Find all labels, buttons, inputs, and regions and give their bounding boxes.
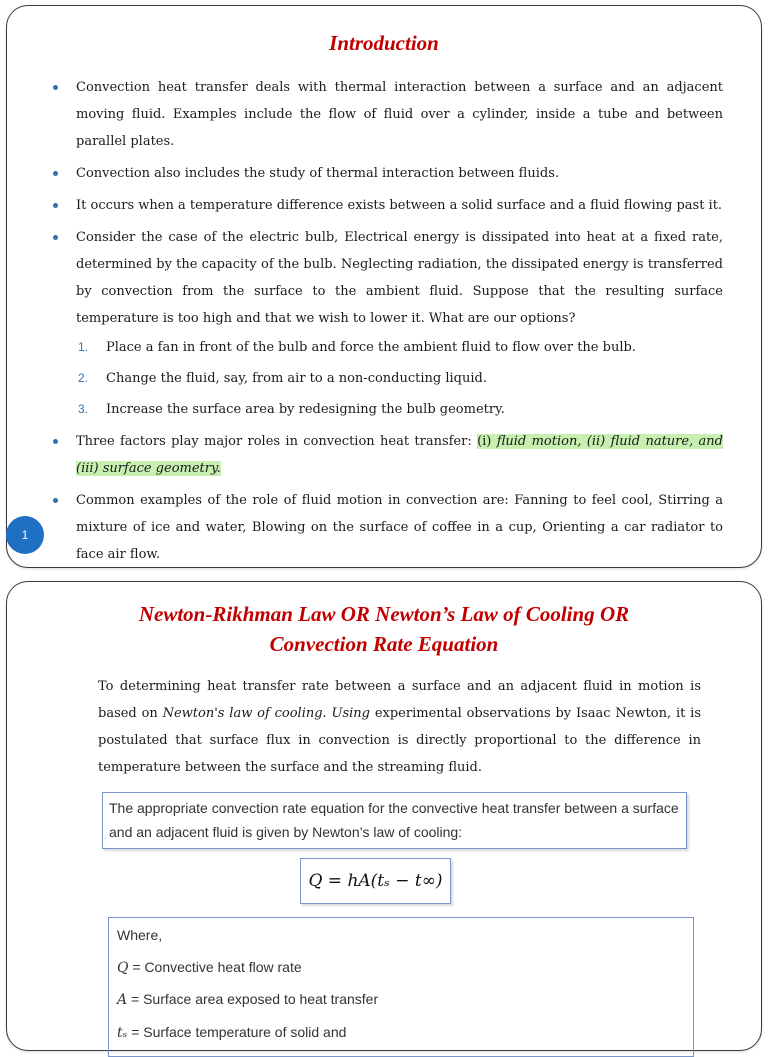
option-text: Change the fluid, say, from air to a non-conducting liquid. xyxy=(106,371,487,386)
intro-paragraph xyxy=(98,673,701,781)
slide-newton-law xyxy=(6,581,762,1051)
title-line-2: Convection Rate Equation xyxy=(269,632,499,656)
definition-row xyxy=(117,984,685,1017)
def-symbol: A xyxy=(117,992,128,1008)
rate-equation-note: The appropriate convection rate equation for the convective heat transfer between a surface and an adjacent fluid is given by Newton’s law of cooling: xyxy=(102,792,687,849)
options-list xyxy=(78,334,723,423)
factors-highlight-plain: (i) xyxy=(477,434,497,449)
definition-row xyxy=(117,952,685,985)
where-label: Where, xyxy=(117,927,163,943)
definition-row xyxy=(117,1017,685,1050)
bullet-list xyxy=(49,74,723,568)
para-text: experimental observations by Isaac Newton, it is postulated that surface flux in convection is directly proportional to the difference in temperature between the surface and the streaming fluid. xyxy=(98,706,701,775)
bullet-item: It occurs when a temperature difference exists between a solid surface and a fluid flowing past it. xyxy=(49,192,723,219)
title-line-1: Newton-Rikhman Law OR Newton’s Law of Cooling OR xyxy=(138,602,630,626)
def-text: = Surface area exposed to heat transfer xyxy=(131,991,379,1007)
para-italic: Newton's law of cooling. Using xyxy=(162,706,370,721)
slide-title: Introduction xyxy=(329,31,439,55)
bullet-item: Convection also includes the study of thermal interaction between fluids. xyxy=(49,160,723,187)
option-number: 2. xyxy=(78,371,89,385)
option-item xyxy=(78,396,723,423)
option-item xyxy=(78,334,723,361)
slide-introduction xyxy=(6,5,762,568)
para-text: To determining heat transfer rate between a surface and an adjacent fluid in motion is based on xyxy=(98,679,701,721)
def-symbol: tₛ xyxy=(117,1024,128,1041)
bullet-text: Consider the case of the electric bulb, Electrical energy is dissipated into heat at a fixed rate, determined by the capacity of the bulb. Neglecting radiation, the dissipated energy is transferred by convection from the surface to the ambient fluid. Suppose that the resulting surface temperature is too high and that we wish to lower it. What are our options? xyxy=(76,230,723,326)
page-number-badge: 1 xyxy=(6,516,44,554)
option-number: 3. xyxy=(78,402,89,416)
bullet-item-factors xyxy=(49,428,723,482)
option-text: Increase the surface area by redesigning the bulb geometry. xyxy=(106,402,505,417)
definitions-box xyxy=(108,917,694,1057)
factors-lead: Three factors play major roles in convection heat transfer: xyxy=(76,434,478,449)
factors-highlight-italic: fluid motion, (ii) fluid nature, and (iii) surface geometry. xyxy=(76,434,723,476)
def-text: = Surface temperature of solid and xyxy=(131,1023,347,1040)
def-text: = Convective heat flow rate xyxy=(132,958,302,975)
option-number: 1. xyxy=(78,340,89,354)
bullet-item: Convection heat transfer deals with thermal interaction between a surface and an adjacent moving fluid. Examples include the flow of fluid over a cylinder, inside a tube and between parallel plates. xyxy=(49,74,723,155)
option-item xyxy=(78,365,723,392)
bullet-item-examples: Common examples of the role of fluid motion in convection are: Fanning to feel cool, Stirring a mixture of ice and water, Blowing on the surface of coffee in a cup, Orienting a car radiator to face air flow. xyxy=(49,487,723,568)
def-symbol: Q xyxy=(117,959,129,976)
bullet-item-bulb xyxy=(49,224,723,423)
slide-title xyxy=(7,599,761,659)
equation-box: Q = hA(tₛ − t∞) xyxy=(300,858,451,904)
option-text: Place a fan in front of the bulb and force the ambient fluid to flow over the bulb. xyxy=(106,340,636,355)
